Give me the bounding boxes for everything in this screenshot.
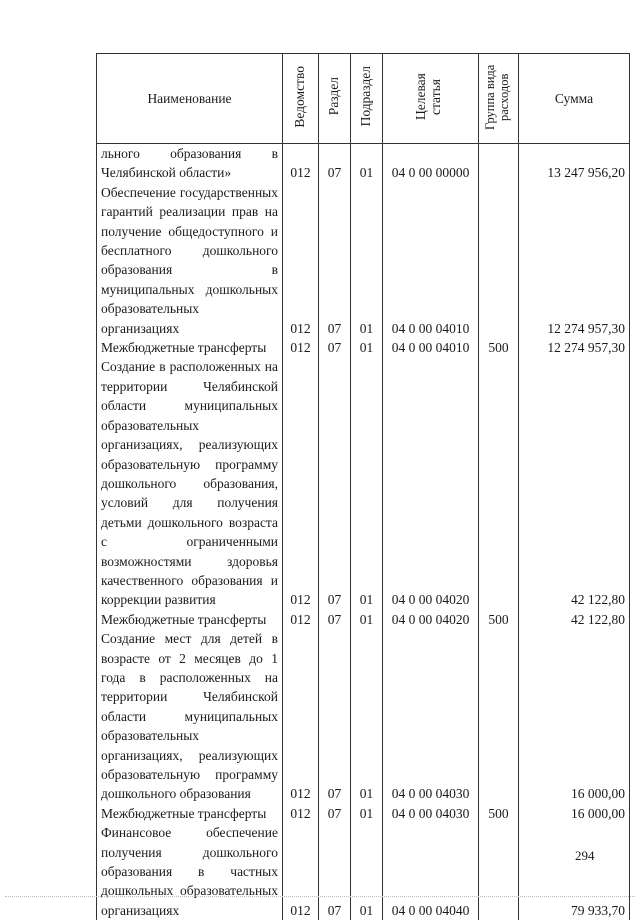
cell-sum: 42 122,80 <box>519 357 630 609</box>
cell-dept: 012 <box>283 144 319 183</box>
cell-name: льного образования в Челябинской области» <box>97 144 283 183</box>
cell-subsection: 01 <box>351 144 383 183</box>
cell-sum: 16 000,00 <box>519 629 630 804</box>
page-number: 294 <box>575 848 595 864</box>
cell-subsection: 01 <box>351 629 383 804</box>
cell-subsection: 01 <box>351 823 383 920</box>
header-name: Наименование <box>97 54 283 144</box>
cell-group <box>479 144 519 183</box>
header-sum: Сумма <box>519 54 630 144</box>
table-row <box>97 629 630 804</box>
cell-group: 500 <box>479 804 519 823</box>
cell-target: 04 0 00 00000 <box>383 144 479 183</box>
scan-footer-line <box>5 896 635 899</box>
cell-name: Создание в расположенных на территории Челябинской области муниципальных образовательных организациях, реализующих образовательную программу дошкольного образования, условий для получения детьми дошкольного возраста с ограниченными возможностями здоровья качественного образования и коррекции развития <box>97 357 283 609</box>
cell-group: 500 <box>479 610 519 629</box>
cell-subsection: 01 <box>351 357 383 609</box>
table-row <box>97 338 630 357</box>
cell-name: Межбюджетные трансферты <box>97 804 283 823</box>
cell-dept: 012 <box>283 357 319 609</box>
cell-name: Финансовое обеспечение получения дошкольного образования в частных дошкольных образовательных организациях <box>97 823 283 920</box>
cell-subsection: 01 <box>351 610 383 629</box>
cell-sum: 12 274 957,30 <box>519 338 630 357</box>
cell-group: 500 <box>479 338 519 357</box>
cell-sum: 42 122,80 <box>519 610 630 629</box>
cell-group <box>479 629 519 804</box>
cell-group <box>479 823 519 920</box>
cell-dept: 012 <box>283 338 319 357</box>
cell-name: Обеспечение государственных гарантий реализации прав на получение общедоступного и бесплатного дошкольного образования в муниципальных дошкольных образовательных организациях <box>97 183 283 338</box>
cell-section: 07 <box>319 338 351 357</box>
cell-group <box>479 357 519 609</box>
cell-dept: 012 <box>283 610 319 629</box>
table-row <box>97 183 630 338</box>
cell-section: 07 <box>319 823 351 920</box>
cell-section: 07 <box>319 357 351 609</box>
cell-subsection: 01 <box>351 338 383 357</box>
header-subsection: Подраздел <box>351 54 383 144</box>
cell-sum: 79 933,70 <box>519 823 630 920</box>
cell-dept: 012 <box>283 804 319 823</box>
cell-subsection: 01 <box>351 804 383 823</box>
cell-dept: 012 <box>283 183 319 338</box>
cell-dept: 012 <box>283 629 319 804</box>
header-section: Раздел <box>319 54 351 144</box>
cell-name: Межбюджетные трансферты <box>97 610 283 629</box>
cell-section: 07 <box>319 804 351 823</box>
header-group: Группа вида расходов <box>479 54 519 144</box>
table-header-row <box>97 54 630 144</box>
cell-sum: 12 274 957,30 <box>519 183 630 338</box>
header-dept: Ведомство <box>283 54 319 144</box>
table-row <box>97 357 630 609</box>
cell-section: 07 <box>319 610 351 629</box>
table-row <box>97 823 630 920</box>
cell-group <box>479 183 519 338</box>
cell-name: Межбюджетные трансферты <box>97 338 283 357</box>
budget-table <box>96 53 630 920</box>
cell-sum: 13 247 956,20 <box>519 144 630 183</box>
cell-target: 04 0 00 04030 <box>383 629 479 804</box>
header-target: Целевая статья <box>383 54 479 144</box>
cell-target: 04 0 00 04030 <box>383 804 479 823</box>
cell-target: 04 0 00 04020 <box>383 357 479 609</box>
cell-section: 07 <box>319 144 351 183</box>
cell-section: 07 <box>319 183 351 338</box>
table-body <box>97 144 630 920</box>
cell-name: Создание мест для детей в возрасте от 2 месяцев до 1 года в расположенных на территории Челябинской области муниципальных образовательных организациях, реализующих образовательную программу дошкольного образования <box>97 629 283 804</box>
table-row <box>97 804 630 823</box>
cell-sum: 16 000,00 <box>519 804 630 823</box>
table-row <box>97 610 630 629</box>
cell-target: 04 0 00 04020 <box>383 610 479 629</box>
cell-target: 04 0 00 04010 <box>383 183 479 338</box>
cell-section: 07 <box>319 629 351 804</box>
cell-subsection: 01 <box>351 183 383 338</box>
cell-target: 04 0 00 04010 <box>383 338 479 357</box>
cell-target: 04 0 00 04040 <box>383 823 479 920</box>
cell-dept: 012 <box>283 823 319 920</box>
table-row <box>97 144 630 183</box>
